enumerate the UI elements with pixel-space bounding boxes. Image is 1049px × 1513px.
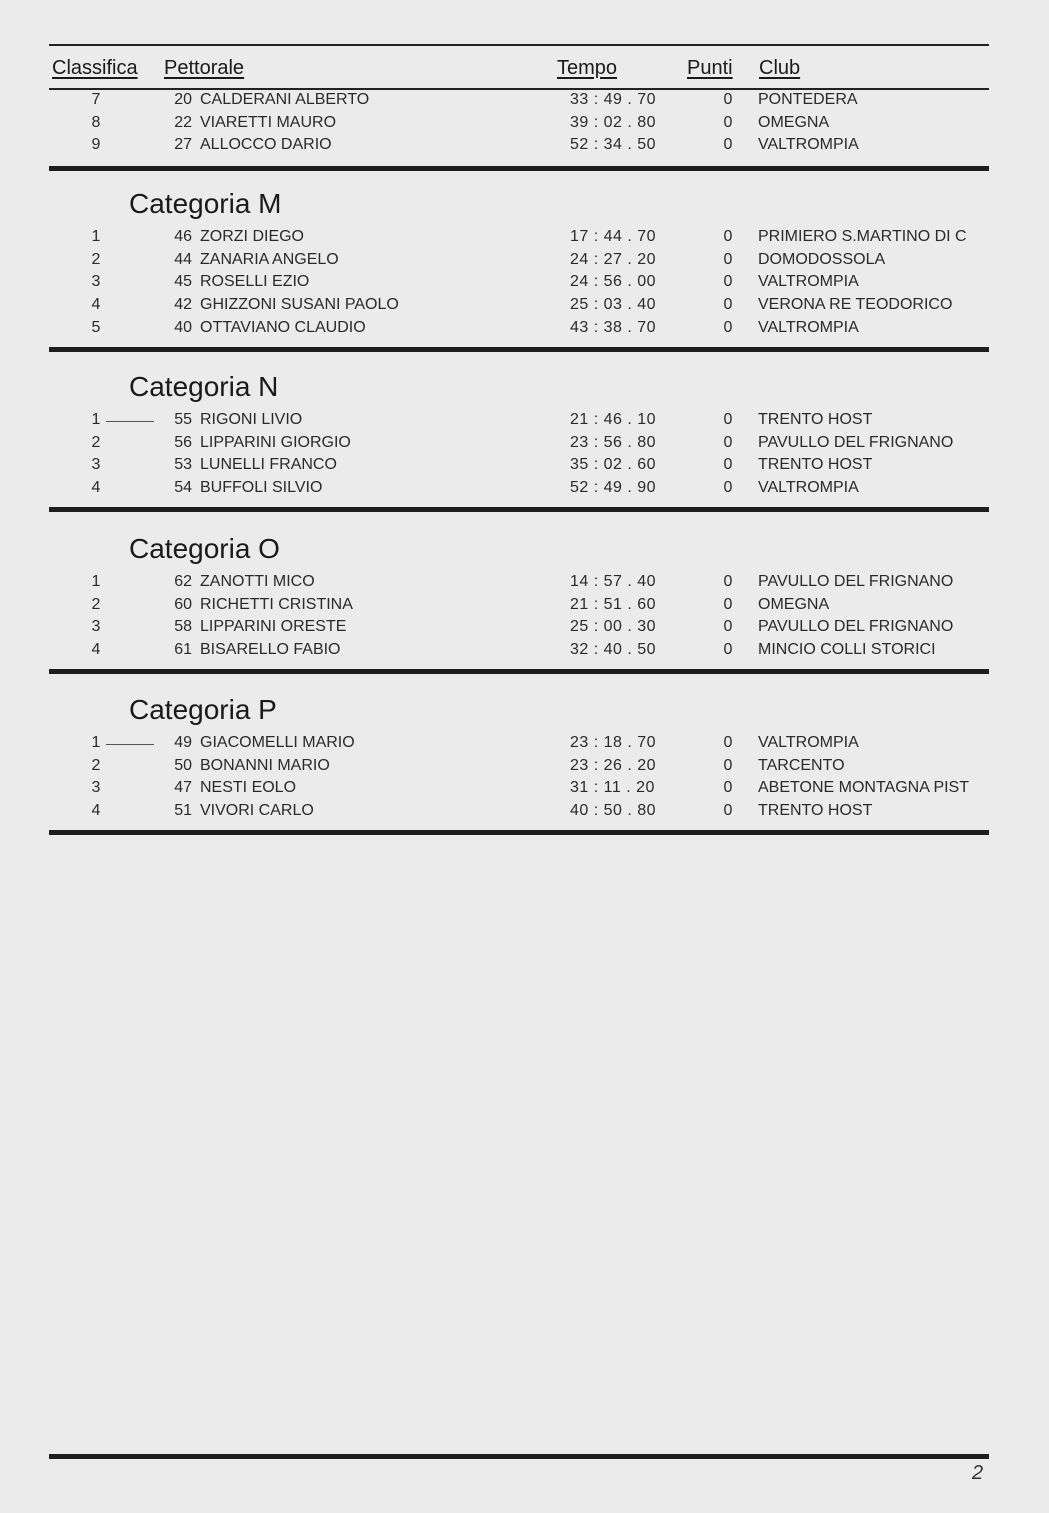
rank-cell: 2 [91,433,101,451]
category-title: Categoria P [129,694,277,725]
athlete-name-cell: ZORZI DIEGO [200,228,304,245]
points-cell: 0 [723,779,733,797]
time-cell: 17 : 44 . 70 [570,228,657,245]
rank-cell: 3 [91,618,101,636]
table-row [0,641,1049,663]
rank-cell: 2 [91,250,101,268]
club-cell: PONTEDERA [758,91,858,108]
category-title: Categoria M [129,188,282,219]
athlete-name-cell: BISARELLO FABIO [200,641,341,659]
rank-cell: 3 [91,456,101,474]
bib-cell: 62 [174,573,192,590]
club-cell: OMEGNA [758,595,830,613]
athlete-name-cell: BONANNI MARIO [200,756,330,774]
time-cell: 23 : 56 . 80 [570,433,657,451]
time-cell: 21 : 51 . 60 [570,595,657,613]
time-cell: 14 : 57 . 40 [570,573,657,590]
table-row [0,296,1049,318]
header-classifica: Classifica [52,57,138,79]
section-rule [49,669,989,674]
time-cell: 52 : 49 . 90 [570,479,657,497]
bib-cell: 51 [174,802,192,820]
club-cell: TRENTO HOST [758,456,873,474]
points-cell: 0 [723,296,733,314]
table-row [0,618,1049,640]
rank-cell: 8 [91,113,101,131]
points-cell: 0 [723,756,733,774]
table-row [0,319,1049,341]
bib-cell: 56 [174,433,192,451]
club-cell: PAVULLO DEL FRIGNANO [758,433,954,451]
bib-cell: 46 [174,228,192,245]
athlete-name-cell: ZANARIA ANGELO [200,250,339,268]
bib-cell: 55 [174,411,192,428]
bib-cell: 61 [174,641,192,659]
time-cell: 21 : 46 . 10 [570,411,657,428]
bib-cell: 54 [174,479,192,497]
points-cell: 0 [723,595,733,613]
club-cell: VALTROMPIA [758,136,859,154]
rank-cell: 4 [91,641,101,659]
athlete-name-cell: ROSELLI EZIO [200,273,310,291]
points-cell: 0 [723,433,733,451]
bib-cell: 49 [174,734,192,751]
time-cell: 31 : 11 . 20 [570,779,655,797]
points-cell: 0 [723,734,733,751]
athlete-name-cell: RICHETTI CRISTINA [200,595,353,613]
rank-cell: 7 [91,91,101,108]
club-cell: PAVULLO DEL FRIGNANO [758,573,954,590]
header-pettorale: Pettorale [164,57,245,79]
athlete-name-cell: CALDERANI ALBERTO [200,91,370,108]
section-rule [49,166,989,171]
time-cell: 23 : 18 . 70 [570,734,657,751]
bib-cell: 50 [174,756,192,774]
category-title: Categoria O [129,533,280,564]
time-cell: 39 : 02 . 80 [570,113,657,131]
time-cell: 32 : 40 . 50 [570,641,657,659]
club-cell: VERONA RE TEODORICO [758,296,953,314]
table-row [0,596,1049,618]
table-row [0,573,1049,595]
club-cell: TRENTO HOST [758,802,873,820]
footer-rule [49,1454,989,1459]
table-row [0,757,1049,779]
athlete-name-cell: ALLOCCO DARIO [200,136,332,154]
time-cell: 23 : 26 . 20 [570,756,657,774]
points-cell: 0 [723,411,733,428]
points-cell: 0 [723,273,733,291]
time-cell: 25 : 03 . 40 [570,296,657,314]
bib-cell: 44 [174,250,192,268]
athlete-name-cell: GHIZZONI SUSANI PAOLO [200,296,399,314]
points-cell: 0 [723,91,733,108]
points-cell: 0 [723,250,733,268]
bib-cell: 20 [174,91,192,108]
section-rule [49,830,989,835]
athlete-name-cell: LUNELLI FRANCO [200,456,337,474]
club-cell: VALTROMPIA [758,318,859,336]
club-cell: ABETONE MONTAGNA PIST [758,779,969,797]
table-row [0,456,1049,478]
rank-cell: 4 [91,802,101,820]
athlete-name-cell: VIARETTI MAURO [200,113,337,131]
points-cell: 0 [723,228,733,245]
bib-cell: 60 [174,595,192,613]
athlete-name-cell: LIPPARINI ORESTE [200,618,347,636]
rank-cell: 1 [91,411,101,428]
top-rule [49,44,989,46]
rank-cell: 3 [91,273,101,291]
section-rule [49,347,989,352]
table-row [0,114,1049,136]
club-cell: VALTROMPIA [758,479,859,497]
club-cell: DOMODOSSOLA [758,250,886,268]
time-cell: 24 : 27 . 20 [570,250,657,268]
club-cell: VALTROMPIA [758,273,859,291]
table-row [0,734,1049,756]
handwritten-dash [106,744,154,745]
bib-cell: 22 [174,113,192,131]
athlete-name-cell: NESTI EOLO [200,779,297,797]
bib-cell: 27 [174,136,192,154]
points-cell: 0 [723,618,733,636]
rank-cell: 1 [91,228,101,245]
table-row [0,91,1049,113]
athlete-name-cell: ZANOTTI MICO [200,573,315,590]
page-number: 2 [972,1462,984,1484]
club-cell: OMEGNA [758,113,830,131]
athlete-name-cell: GIACOMELLI MARIO [200,734,355,751]
club-cell: TRENTO HOST [758,411,873,428]
rank-cell: 2 [91,595,101,613]
time-cell: 52 : 34 . 50 [570,136,657,154]
points-cell: 0 [723,113,733,131]
bib-cell: 45 [174,273,192,291]
table-row [0,273,1049,295]
bib-cell: 53 [174,456,192,474]
time-cell: 43 : 38 . 70 [570,318,657,336]
time-cell: 25 : 00 . 30 [570,618,657,636]
table-row [0,411,1049,433]
header-tempo: Tempo [557,57,618,79]
points-cell: 0 [723,802,733,820]
bib-cell: 40 [174,318,192,336]
table-row [0,802,1049,824]
table-row [0,779,1049,801]
header-punti: Punti [687,57,733,79]
bib-cell: 42 [174,296,192,314]
rank-cell: 4 [91,479,101,497]
rank-cell: 4 [91,296,101,314]
table-row [0,228,1049,250]
time-cell: 24 : 56 . 00 [570,273,657,291]
athlete-name-cell: OTTAVIANO CLAUDIO [200,318,366,336]
club-cell: VALTROMPIA [758,734,859,751]
points-cell: 0 [723,479,733,497]
club-cell: MINCIO COLLI STORICI [758,641,936,659]
points-cell: 0 [723,456,733,474]
club-cell: PRIMIERO S.MARTINO DI C [758,228,967,245]
athlete-name-cell: LIPPARINI GIORGIO [200,433,351,451]
bib-cell: 47 [174,779,192,797]
rank-cell: 2 [91,756,101,774]
rank-cell: 5 [91,318,101,336]
athlete-name-cell: RIGONI LIVIO [200,411,303,428]
athlete-name-cell: VIVORI CARLO [200,802,314,820]
club-cell: PAVULLO DEL FRIGNANO [758,618,954,636]
rank-cell: 1 [91,734,101,751]
category-title: Categoria N [129,371,279,402]
table-row [0,136,1049,158]
time-cell: 35 : 02 . 60 [570,456,657,474]
header-club: Club [759,57,801,79]
points-cell: 0 [723,573,733,590]
time-cell: 40 : 50 . 80 [570,802,657,820]
bib-cell: 58 [174,618,192,636]
points-cell: 0 [723,136,733,154]
athlete-name-cell: BUFFOLI SILVIO [200,479,323,497]
table-row [0,479,1049,501]
rank-cell: 3 [91,779,101,797]
rank-cell: 1 [91,573,101,590]
handwritten-dash [106,421,154,422]
table-row [0,251,1049,273]
section-rule [49,507,989,512]
time-cell: 33 : 49 . 70 [570,91,657,108]
rank-cell: 9 [91,136,101,154]
table-row [0,434,1049,456]
points-cell: 0 [723,641,733,659]
points-cell: 0 [723,318,733,336]
club-cell: TARCENTO [758,756,845,774]
header-rule [49,88,989,90]
